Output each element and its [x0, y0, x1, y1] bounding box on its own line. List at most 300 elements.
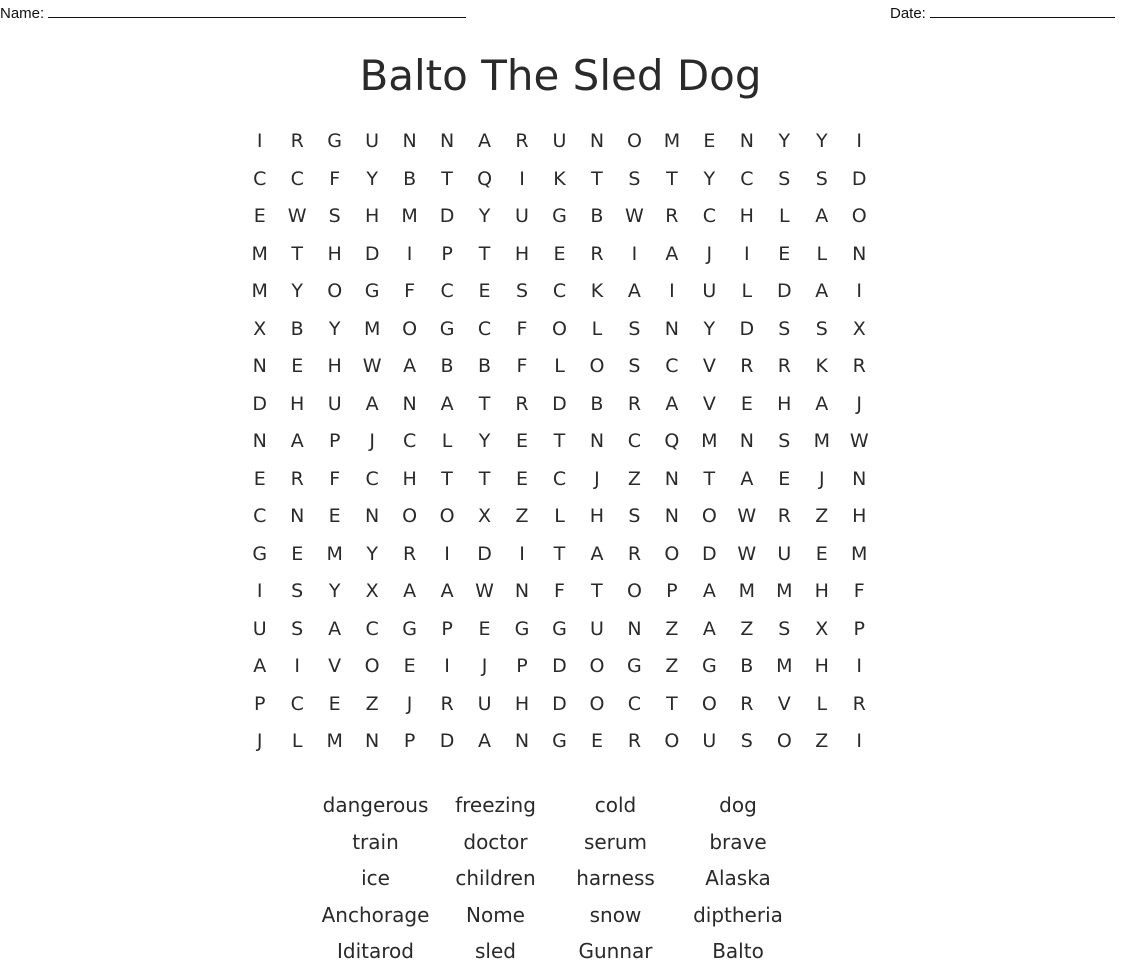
grid-letter[interactable]: Z [815, 730, 829, 752]
grid-letter[interactable]: N [402, 130, 417, 152]
grid-letter[interactable]: I [256, 130, 263, 152]
grid-letter[interactable]: R [290, 130, 304, 152]
grid-letter[interactable]: G [327, 130, 343, 152]
grid-letter[interactable]: G [364, 280, 380, 302]
grid-letter[interactable]: E [328, 505, 341, 527]
grid-letter[interactable]: V [328, 655, 342, 677]
grid-letter[interactable]: O [327, 280, 343, 302]
grid-letter[interactable]: O [701, 692, 717, 715]
grid-letter[interactable]: R [852, 692, 866, 715]
grid-letter[interactable]: B [440, 355, 454, 377]
grid-letter[interactable]: M [363, 317, 381, 340]
grid-letter[interactable]: K [553, 167, 566, 190]
grid-letter[interactable]: T [553, 430, 566, 452]
grid-letter[interactable]: F [329, 167, 341, 190]
grid-letter[interactable]: C [365, 467, 379, 490]
grid-letter[interactable]: S [628, 167, 641, 190]
grid-letter[interactable]: E [553, 242, 566, 265]
grid-letter[interactable]: J [706, 242, 713, 265]
grid-letter[interactable]: U [365, 130, 380, 152]
grid-letter[interactable]: D [439, 205, 455, 227]
grid-letter[interactable]: J [256, 730, 263, 752]
grid-letter[interactable]: W [362, 355, 382, 377]
grid-letter[interactable]: I [444, 655, 450, 677]
grid-letter[interactable]: I [856, 730, 863, 752]
grid-letter[interactable]: Y [778, 130, 791, 152]
grid-letter[interactable]: E [778, 467, 791, 490]
grid-letter[interactable]: T [291, 242, 303, 265]
grid-letter[interactable]: A [815, 392, 829, 415]
grid-letter[interactable]: A [665, 392, 679, 415]
grid-letter[interactable]: M [251, 242, 268, 265]
grid-letter[interactable]: S [328, 205, 341, 227]
grid-letter[interactable]: U [477, 692, 492, 715]
grid-letter[interactable]: G [402, 617, 417, 640]
grid-letter[interactable]: H [777, 392, 792, 415]
grid-letter[interactable]: E [516, 467, 529, 490]
grid-letter[interactable]: Z [627, 467, 641, 490]
grid-letter[interactable]: J [818, 467, 825, 490]
grid-letter[interactable]: P [403, 730, 416, 752]
grid-letter[interactable]: Z [665, 655, 679, 677]
grid-letter[interactable]: R [740, 692, 754, 715]
grid-letter[interactable]: R [777, 505, 791, 527]
grid-letter[interactable]: Z [740, 617, 754, 640]
grid-letter[interactable]: A [702, 580, 716, 602]
grid-letter[interactable]: H [514, 692, 530, 715]
grid-letter[interactable]: N [589, 430, 605, 452]
grid-letter[interactable]: I [631, 242, 638, 265]
grid-letter[interactable]: F [516, 355, 528, 377]
grid-letter[interactable]: T [478, 392, 491, 415]
grid-letter[interactable]: D [252, 392, 268, 415]
grid-letter[interactable]: I [744, 242, 750, 265]
grid-letter[interactable]: Y [328, 580, 341, 602]
grid-letter[interactable]: C [253, 505, 267, 527]
grid-letter[interactable]: X [253, 317, 267, 340]
grid-letter[interactable]: B [403, 167, 417, 190]
grid-letter[interactable]: K [815, 355, 828, 377]
grid-letter[interactable]: O [402, 505, 418, 527]
grid-letter[interactable]: E [516, 430, 529, 452]
grid-letter[interactable]: A [740, 467, 754, 490]
grid-letter[interactable]: G [627, 655, 642, 677]
grid-letter[interactable]: L [554, 355, 565, 377]
grid-letter[interactable]: C [365, 617, 379, 640]
grid-letter[interactable]: I [856, 280, 863, 302]
grid-letter[interactable]: F [853, 580, 865, 602]
grid-letter[interactable]: S [291, 617, 304, 640]
grid-row [241, 536, 878, 574]
grid-letter[interactable]: O [776, 730, 792, 752]
grid-letter[interactable]: W [737, 505, 757, 527]
grid-letter[interactable]: S [778, 617, 791, 640]
grid-letter[interactable]: T [591, 167, 603, 190]
grid-letter[interactable]: A [478, 730, 492, 752]
grid-letter[interactable]: N [439, 130, 455, 152]
grid-letter[interactable]: X [815, 617, 829, 640]
grid-letter[interactable]: E [703, 130, 716, 152]
grid-letter[interactable]: O [701, 505, 717, 527]
grid-letter[interactable]: E [403, 655, 416, 677]
grid-letter[interactable]: N [290, 505, 305, 527]
grid-letter[interactable]: B [740, 655, 754, 677]
grid-letter[interactable]: A [290, 430, 304, 452]
grid-letter[interactable]: I [406, 242, 413, 265]
grid-letter[interactable]: S [628, 505, 641, 527]
grid-letter[interactable]: V [702, 392, 716, 415]
grid-letter[interactable]: D [702, 542, 717, 565]
grid-letter[interactable]: D [552, 392, 567, 415]
grid-letter[interactable]: M [851, 542, 868, 565]
grid-letter[interactable]: N [664, 467, 679, 490]
grid-letter[interactable]: F [404, 280, 416, 302]
grid-letter[interactable]: S [778, 167, 791, 190]
grid-letter[interactable]: A [478, 130, 492, 152]
grid-letter[interactable]: L [291, 730, 303, 752]
grid-letter[interactable]: A [590, 542, 604, 565]
grid-letter[interactable]: H [852, 505, 867, 527]
grid-letter[interactable]: P [441, 617, 453, 640]
grid-letter[interactable]: Z [365, 692, 379, 715]
grid-letter[interactable]: H [402, 467, 417, 490]
grid-letter[interactable]: Q [664, 430, 680, 452]
grid-letter[interactable]: U [702, 280, 717, 302]
grid-letter[interactable]: N [852, 242, 867, 265]
grid-letter[interactable]: J [594, 467, 600, 490]
grid-letter[interactable]: Y [703, 317, 716, 340]
grid-letter[interactable]: D [739, 317, 755, 340]
grid-letter[interactable]: R [740, 355, 754, 377]
grid-letter[interactable]: D [552, 655, 567, 677]
grid-letter[interactable]: E [478, 280, 491, 302]
grid-letter[interactable]: C [627, 430, 642, 452]
grid-letter[interactable]: F [516, 317, 528, 340]
grid-letter[interactable]: U [777, 542, 792, 565]
grid-letter[interactable]: R [515, 130, 529, 152]
name-label: Name: [0, 5, 45, 22]
grid-letter[interactable]: C [740, 167, 754, 190]
grid-letter[interactable]: T [666, 692, 678, 715]
grid-letter[interactable]: A [440, 392, 454, 415]
grid-letter[interactable]: J [406, 692, 413, 715]
grid-letter[interactable]: S [778, 317, 791, 340]
grid-letter[interactable]: I [856, 130, 863, 152]
grid-letter[interactable]: G [552, 205, 567, 227]
grid-letter[interactable]: H [290, 392, 305, 415]
grid-letter[interactable]: M [326, 730, 343, 752]
grid-letter[interactable]: Y [366, 167, 378, 190]
grid-letter[interactable]: F [554, 580, 565, 602]
grid-letter[interactable]: W [625, 205, 644, 227]
grid-letter[interactable]: O [626, 580, 642, 602]
name-field[interactable] [0, 3, 466, 22]
grid-letter[interactable]: S [628, 355, 641, 377]
grid-letter[interactable]: O [402, 317, 418, 340]
grid-letter[interactable]: S [815, 167, 828, 190]
grid-letter[interactable]: A [702, 617, 716, 640]
grid-letter[interactable]: P [328, 430, 341, 452]
name-blank-line[interactable] [48, 3, 466, 18]
grid-letter[interactable]: M [813, 430, 830, 452]
grid-letter[interactable]: O [851, 205, 867, 227]
grid-letter[interactable]: N [627, 617, 642, 640]
grid-letter[interactable]: J [369, 430, 375, 452]
grid-letter[interactable]: X [365, 580, 379, 602]
grid-letter[interactable]: T [478, 242, 491, 265]
grid-letter[interactable]: O [664, 730, 680, 752]
grid-letter[interactable]: Q [477, 167, 493, 190]
grid-letter[interactable]: R [403, 542, 417, 565]
grid-letter[interactable]: T [703, 467, 716, 490]
grid-letter[interactable]: A [815, 280, 829, 302]
grid-letter[interactable]: S [628, 317, 641, 340]
grid-letter[interactable]: G [552, 730, 567, 752]
grid-letter[interactable]: R [290, 467, 304, 490]
grid-letter[interactable]: U [327, 392, 342, 415]
grid-letter[interactable]: D [477, 542, 492, 565]
grid-letter[interactable]: O [589, 355, 605, 377]
grid-letter[interactable]: S [815, 317, 828, 340]
grid-letter[interactable]: A [815, 205, 829, 227]
word-bank-item: Nome [466, 902, 525, 927]
grid-letter[interactable]: D [776, 280, 792, 302]
grid-letter[interactable]: Z [665, 617, 679, 640]
date-label: Date: [890, 5, 926, 22]
word-bank-item: brave [709, 829, 767, 854]
grid-letter[interactable]: Y [703, 167, 716, 190]
grid-letter[interactable]: U [552, 130, 567, 152]
grid-letter[interactable]: N [514, 580, 530, 602]
grid-letter[interactable]: A [440, 580, 454, 602]
grid-letter[interactable]: N [664, 317, 679, 340]
grid-letter[interactable]: O [439, 505, 455, 527]
grid-letter[interactable]: Z [815, 505, 829, 527]
grid-letter[interactable]: R [852, 355, 866, 377]
grid-letter[interactable]: E [253, 205, 266, 227]
grid-letter[interactable]: D [851, 167, 867, 190]
grid-letter[interactable]: E [740, 392, 753, 415]
grid-letter[interactable]: L [816, 692, 828, 715]
grid-letter[interactable]: R [590, 242, 604, 265]
grid-letter[interactable]: K [590, 280, 604, 302]
grid-letter[interactable]: H [814, 580, 829, 602]
grid-letter[interactable]: C [552, 467, 567, 490]
grid-letter[interactable]: T [553, 542, 566, 565]
grid-letter[interactable]: L [816, 242, 828, 265]
grid-letter[interactable]: E [590, 730, 603, 752]
grid-letter[interactable]: E [778, 242, 791, 265]
grid-letter[interactable]: R [777, 355, 791, 377]
grid-letter[interactable]: N [664, 505, 679, 527]
grid-letter[interactable]: G [552, 617, 567, 640]
grid-letter[interactable]: C [627, 692, 642, 715]
grid-letter[interactable]: N [402, 392, 417, 415]
grid-letter[interactable]: A [253, 655, 267, 677]
grid-letter[interactable]: U [252, 617, 267, 640]
grid-letter[interactable]: P [254, 692, 266, 715]
grid-letter[interactable]: O [664, 542, 680, 565]
grid-letter[interactable]: W [737, 542, 757, 565]
grid-letter[interactable]: A [403, 355, 417, 377]
grid-letter[interactable]: M [776, 655, 793, 677]
grid-letter[interactable]: H [327, 242, 342, 265]
grid-letter[interactable]: C [702, 205, 716, 227]
grid-letter[interactable]: A [365, 392, 379, 415]
grid-letter[interactable]: P [853, 617, 865, 640]
grid-letter[interactable]: Y [478, 205, 491, 227]
grid-letter[interactable]: A [403, 580, 417, 602]
grid-letter[interactable]: W [287, 205, 307, 227]
grid-letter[interactable]: W [849, 430, 869, 452]
word-bank-item: doctor [463, 829, 528, 854]
grid-letter[interactable]: S [291, 580, 304, 602]
grid-letter[interactable]: I [256, 580, 263, 602]
grid-letter[interactable]: J [481, 655, 488, 677]
grid-letter[interactable]: M [701, 430, 718, 452]
grid-letter[interactable]: C [665, 355, 679, 377]
grid-letter[interactable]: T [441, 167, 453, 190]
grid-letter[interactable]: W [475, 580, 494, 602]
grid-letter[interactable]: Z [515, 505, 529, 527]
grid-letter[interactable]: L [441, 430, 453, 452]
grid-letter[interactable]: M [663, 130, 681, 152]
grid-letter[interactable]: O [589, 692, 605, 715]
grid-letter[interactable]: E [478, 617, 491, 640]
grid-letter[interactable]: I [519, 167, 525, 190]
grid-letter[interactable]: O [626, 130, 642, 152]
grid-letter[interactable]: T [441, 467, 453, 490]
grid-letter[interactable]: S [515, 280, 529, 302]
grid-letter[interactable]: D [364, 242, 380, 265]
grid-letter[interactable]: T [478, 467, 491, 490]
grid-letter[interactable]: R [440, 692, 454, 715]
grid-letter[interactable]: E [328, 692, 341, 715]
grid-letter[interactable]: H [364, 205, 380, 227]
grid-letter[interactable]: L [554, 505, 565, 527]
grid-letter[interactable]: H [739, 205, 754, 227]
grid-letter[interactable]: A [328, 617, 342, 640]
grid-letter[interactable]: N [365, 730, 380, 752]
grid-letter[interactable]: R [627, 730, 642, 752]
grid-letter[interactable]: I [856, 655, 863, 677]
grid-letter[interactable]: I [294, 655, 300, 677]
grid-letter[interactable]: Y [366, 542, 378, 565]
grid-letter[interactable]: H [514, 242, 530, 265]
grid-letter[interactable]: B [590, 392, 604, 415]
grid-letter[interactable]: M [251, 280, 268, 302]
grid-letter[interactable]: G [439, 317, 455, 340]
grid-letter[interactable]: L [741, 280, 753, 302]
grid-letter[interactable]: N [252, 355, 267, 377]
grid-letter[interactable]: H [814, 655, 829, 677]
grid-letter[interactable]: T [591, 580, 603, 602]
grid-letter[interactable]: C [402, 430, 417, 452]
grid-letter[interactable]: N [739, 430, 754, 452]
grid-letter[interactable]: C [290, 167, 304, 190]
grid-letter[interactable]: Y [291, 280, 303, 302]
grid-letter[interactable]: M [738, 580, 756, 602]
grid-letter[interactable]: G [514, 617, 530, 640]
grid-letter[interactable]: B [290, 317, 304, 340]
grid-letter[interactable]: B [478, 355, 492, 377]
grid-letter[interactable]: Y [328, 317, 341, 340]
grid-letter[interactable]: H [589, 505, 605, 527]
grid-letter[interactable]: P [516, 655, 528, 677]
grid-letter[interactable]: Y [478, 430, 491, 452]
grid-letter[interactable]: M [776, 580, 793, 602]
grid-letter[interactable]: J [856, 392, 863, 415]
grid-letter[interactable]: E [815, 542, 828, 565]
grid-letter[interactable]: N [252, 430, 267, 452]
date-blank-line[interactable] [930, 3, 1115, 18]
grid-letter[interactable]: P [441, 242, 453, 265]
grid-letter[interactable]: T [666, 167, 678, 190]
grid-letter[interactable]: M [326, 542, 343, 565]
grid-letter[interactable]: O [552, 317, 567, 340]
grid-letter[interactable]: A [665, 242, 679, 265]
grid-letter[interactable]: R [665, 205, 679, 227]
grid-letter[interactable]: O [364, 655, 380, 677]
grid-letter[interactable]: L [591, 317, 603, 340]
grid-letter[interactable]: L [779, 205, 790, 227]
grid-letter[interactable]: H [327, 355, 342, 377]
grid-letter[interactable]: Y [815, 130, 828, 152]
word-bank-item: train [352, 829, 399, 854]
grid-letter[interactable]: I [669, 280, 675, 302]
grid-letter[interactable]: U [515, 205, 529, 227]
grid-letter[interactable]: E [253, 467, 266, 490]
grid-letter[interactable]: U [702, 730, 717, 752]
grid-letter[interactable]: S [778, 430, 791, 452]
grid-letter[interactable]: C [477, 317, 492, 340]
grid-letter[interactable]: B [590, 205, 604, 227]
grid-letter[interactable]: D [552, 692, 567, 715]
grid-letter[interactable]: C [440, 280, 454, 302]
grid-letter[interactable]: N [739, 130, 754, 152]
grid-letter[interactable]: G [252, 542, 268, 565]
grid-letter[interactable]: R [627, 392, 642, 415]
grid-letter[interactable]: N [589, 130, 605, 152]
grid-letter[interactable]: F [329, 467, 341, 490]
grid-letter[interactable]: E [291, 355, 304, 377]
date-field[interactable] [890, 3, 1115, 22]
grid-letter[interactable]: X [852, 317, 866, 340]
grid-letter[interactable]: R [515, 392, 529, 415]
grid-letter[interactable]: N [365, 505, 380, 527]
grid-letter[interactable]: C [253, 167, 267, 190]
grid-letter[interactable]: C [552, 280, 567, 302]
grid-letter[interactable]: I [444, 542, 450, 565]
grid-letter[interactable]: P [666, 580, 678, 602]
grid-letter[interactable]: D [439, 730, 455, 752]
grid-letter[interactable]: U [589, 617, 604, 640]
grid-letter[interactable]: N [514, 730, 530, 752]
grid-letter[interactable]: V [777, 692, 791, 715]
grid-letter[interactable]: X [478, 505, 492, 527]
grid-letter[interactable]: C [290, 692, 304, 715]
grid-letter[interactable]: R [627, 542, 642, 565]
grid-letter[interactable]: S [740, 730, 753, 752]
grid-letter[interactable]: I [519, 542, 525, 565]
grid-letter[interactable]: A [627, 280, 641, 302]
grid-letter[interactable]: O [589, 655, 605, 677]
grid-letter[interactable]: N [852, 467, 867, 490]
grid-letter[interactable]: E [291, 542, 304, 565]
grid-letter[interactable]: M [401, 205, 418, 227]
grid-letter[interactable]: V [702, 355, 716, 377]
grid-letter[interactable]: G [701, 655, 717, 677]
